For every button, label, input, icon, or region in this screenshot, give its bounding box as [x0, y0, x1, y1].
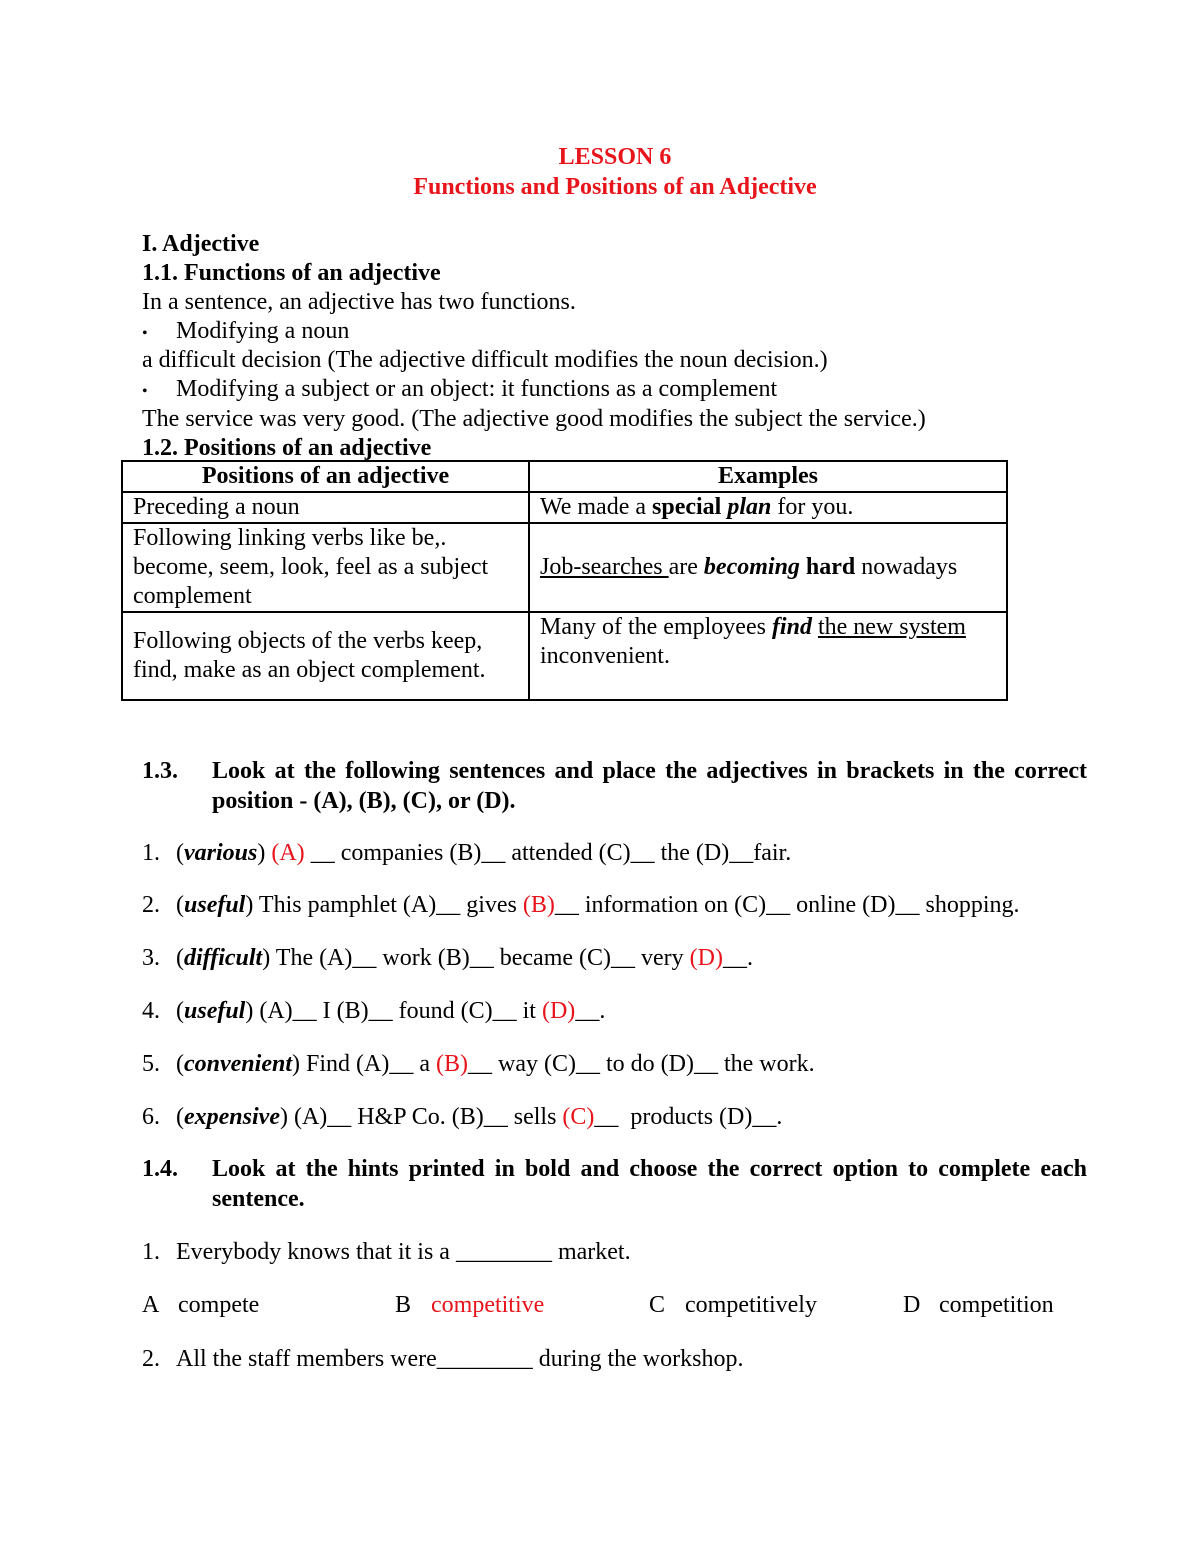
subsection-1-1: 1.1. Functions of an adjective: [142, 260, 441, 286]
bullet-glyph: •: [142, 383, 148, 400]
example-text-1: a difficult decision (The adjective difficult modifies the noun decision.): [142, 347, 828, 373]
bullet-glyph: •: [142, 325, 148, 342]
exercise-heading-1-4: [142, 1154, 1087, 1214]
table-cell-example: Many of the employees find the new system inconvenient.: [529, 612, 1007, 700]
answer-mark: (C): [562, 1104, 595, 1130]
table-cell-position: Following linking verbs like be,. become, seem, look, feel as a subject complement: [122, 523, 529, 612]
correct-option: competitive: [431, 1292, 545, 1318]
intro-text: In a sentence, an adjective has two functions.: [142, 289, 576, 315]
table-header-cell: Examples: [529, 461, 1007, 492]
subsection-1-2: 1.2. Positions of an adjective: [142, 435, 432, 461]
positions-table: [121, 460, 1008, 701]
question-1: 1. Everybody knows that it is a ________ market.: [142, 1239, 631, 1265]
exercise-item-1: 1. (various) (A) __ companies (B)__ attended (C)__ the (D)__fair.: [142, 840, 792, 866]
bullet-text-1: Modifying a noun: [176, 318, 350, 344]
table-row: [122, 523, 1007, 612]
exercise-heading-1-3: [142, 756, 1087, 816]
table-row: [122, 612, 1007, 700]
table-row: [122, 492, 1007, 523]
answer-mark: (A): [271, 840, 305, 866]
bullet-item-2: [142, 374, 777, 407]
answer-mark: (B): [522, 892, 555, 918]
table-header-cell: Positions of an adjective: [122, 461, 529, 492]
table-cell-example: Job-searches are becoming hard nowadays: [529, 523, 1007, 612]
bullet-text-2: Modifying a subject or an object: it functions as a complement: [176, 376, 778, 402]
lesson-title: LESSON 6: [558, 144, 672, 170]
question-2: 2. All the staff members were________ during the workshop.: [142, 1346, 744, 1372]
example-text-2: The service was very good. (The adjective good modifies the subject the service.): [142, 406, 926, 432]
exercise-item-4: 4. (useful) (A)__ I (B)__ found (C)__ it (D)__.: [142, 998, 606, 1024]
table-header-row: [122, 461, 1007, 492]
exercise-number: 1.4.: [142, 1156, 178, 1182]
option-c[interactable]: C competitively: [649, 1292, 817, 1318]
answer-mark: (B): [435, 1051, 468, 1077]
answer-mark: (D): [689, 945, 723, 971]
exercise-item-2: 2. (useful) This pamphlet (A)__ gives (B)__ information on (C)__ online (D)__ shopping.: [142, 892, 1020, 918]
lesson-subtitle: Functions and Positions of an Adjective: [413, 174, 817, 200]
exercise-number: 1.3.: [142, 758, 178, 784]
table-cell-position: Preceding a noun: [122, 492, 529, 523]
option-d[interactable]: D competition: [903, 1292, 1054, 1318]
table-cell-example: We made a special plan for you.: [529, 492, 1007, 523]
section-heading: I. Adjective: [142, 231, 260, 257]
option-a[interactable]: A compete: [142, 1292, 260, 1318]
exercise-item-3: 3. (difficult) The (A)__ work (B)__ became (C)__ very (D)__.: [142, 945, 753, 971]
answer-mark: (D): [541, 998, 576, 1024]
exercise-instruction: Look at the following sentences and place the adjectives in brackets in the correct position - (A), (B), (C), or (D).: [212, 758, 1087, 814]
exercise-item-6: 6. (expensive) (A)__ H&P Co. (B)__ sells (C)__ products (D)__.: [142, 1104, 783, 1130]
table-cell-position: Following objects of the verbs keep, find, make as an object complement.: [122, 612, 529, 700]
exercise-item-5: 5. (convenient) Find (A)__ a (B)__ way (C)__ to do (D)__ the work.: [142, 1051, 815, 1077]
option-b[interactable]: B competitive: [395, 1292, 545, 1318]
exercise-instruction: Look at the hints printed in bold and choose the correct option to complete each sentence.: [212, 1156, 1087, 1212]
